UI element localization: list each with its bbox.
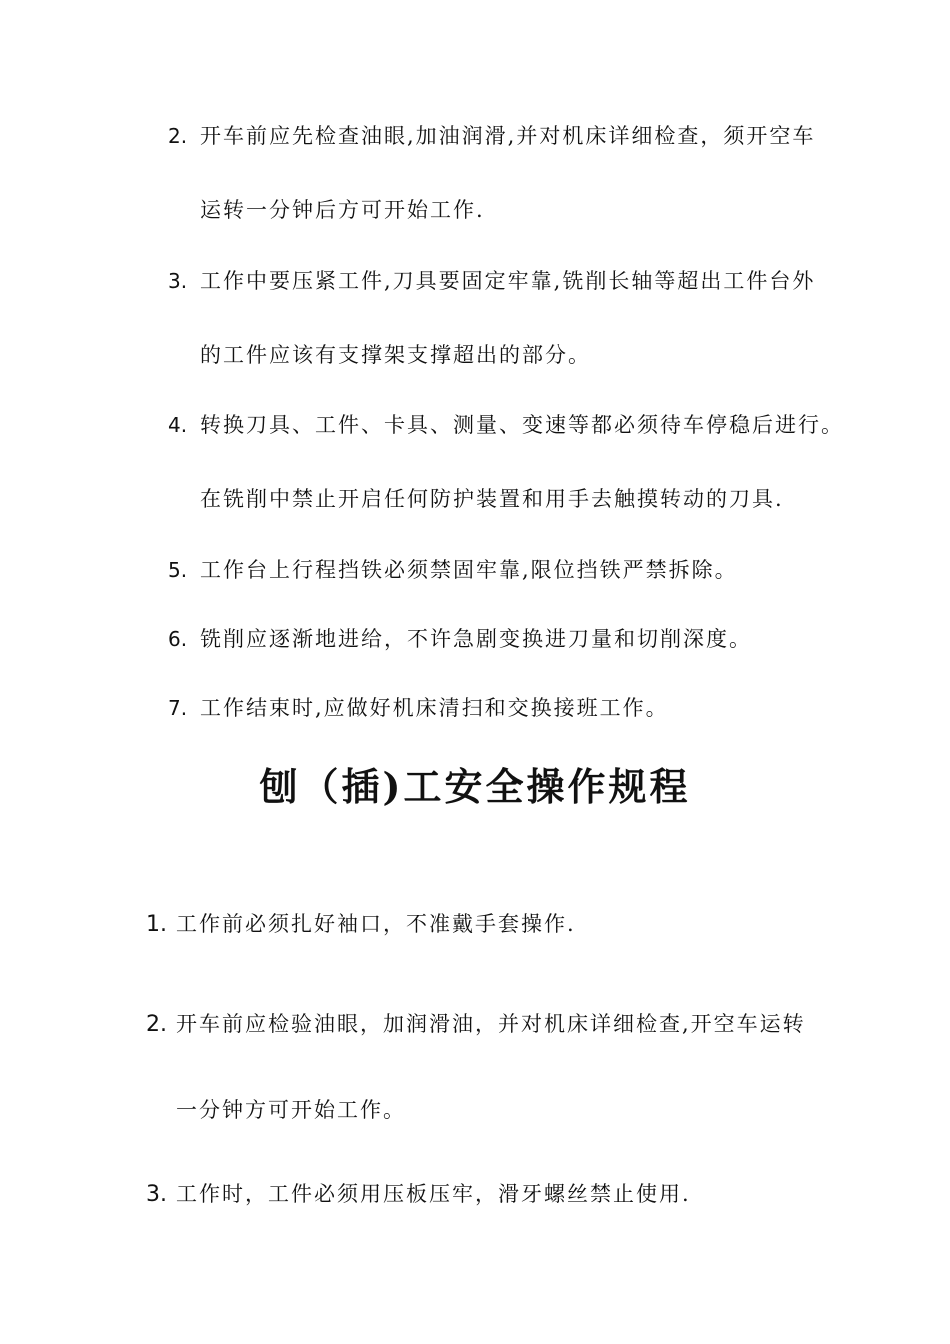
list-item-2-continuation <box>200 200 485 221</box>
list-item-5 <box>168 560 738 581</box>
list-item-number: 1. <box>146 912 167 937</box>
list-item-number: 4. <box>168 413 188 437</box>
list-item-text: 工作前必须扎好袖口，不准戴手套操作. <box>176 912 576 936</box>
list-item-text: 工作结束时,应做好机床清扫和交换接班工作。 <box>200 696 669 720</box>
list-item-4 <box>168 415 844 436</box>
list-item-number: 6. <box>168 627 188 651</box>
list-item-text: 工作台上行程挡铁必须禁固牢靠,限位挡铁严禁拆除。 <box>200 558 738 582</box>
list-item-3 <box>146 1184 691 1206</box>
list-item-number: 3. <box>146 1182 167 1207</box>
list-item-number: 2. <box>168 124 188 148</box>
list-item-text: 铣削应逐渐地进给，不许急剧变换进刀量和切削深度。 <box>200 627 752 651</box>
list-item-text: 的工件应该有支撑架支撑超出的部分。 <box>200 343 591 367</box>
list-item-number: 7. <box>168 696 188 720</box>
list-item-text: 工作时，工件必须用压板压牢，滑牙螺丝禁止使用. <box>176 1182 691 1206</box>
list-item-number: 5. <box>168 558 188 582</box>
list-item-2-continuation <box>176 1100 406 1121</box>
list-item-text: 开车前应先检查油眼,加油润滑,并对机床详细检查，须开空车 <box>200 124 816 148</box>
list-item-text: 转换刀具、工件、卡具、测量、变速等都必须待车停稳后进行。 <box>200 413 844 437</box>
list-item-text: 工作中要压紧工件,刀具要固定牢靠,铣削长轴等超出工件台外 <box>200 269 816 293</box>
list-item-3-continuation <box>200 345 591 366</box>
list-item-2 <box>168 126 815 147</box>
list-item-4-continuation <box>200 489 784 510</box>
list-item-text: 一分钟方可开始工作。 <box>176 1098 406 1122</box>
list-item-3 <box>168 271 815 292</box>
list-item-2 <box>146 1014 806 1036</box>
list-item-text: 运转一分钟后方可开始工作. <box>200 198 485 222</box>
list-item-number: 3. <box>168 269 188 293</box>
list-item-1 <box>146 914 576 936</box>
list-item-number: 2. <box>146 1012 167 1037</box>
list-item-text: 开车前应检验油眼，加润滑油，并对机床详细检查,开空车运转 <box>176 1012 806 1036</box>
list-item-7 <box>168 698 669 719</box>
list-item-text: 在铣削中禁止开启任何防护装置和用手去触摸转动的刀具. <box>200 487 784 511</box>
list-item-6 <box>168 629 752 650</box>
section-title: 刨（插)工安全操作规程 <box>259 764 691 809</box>
